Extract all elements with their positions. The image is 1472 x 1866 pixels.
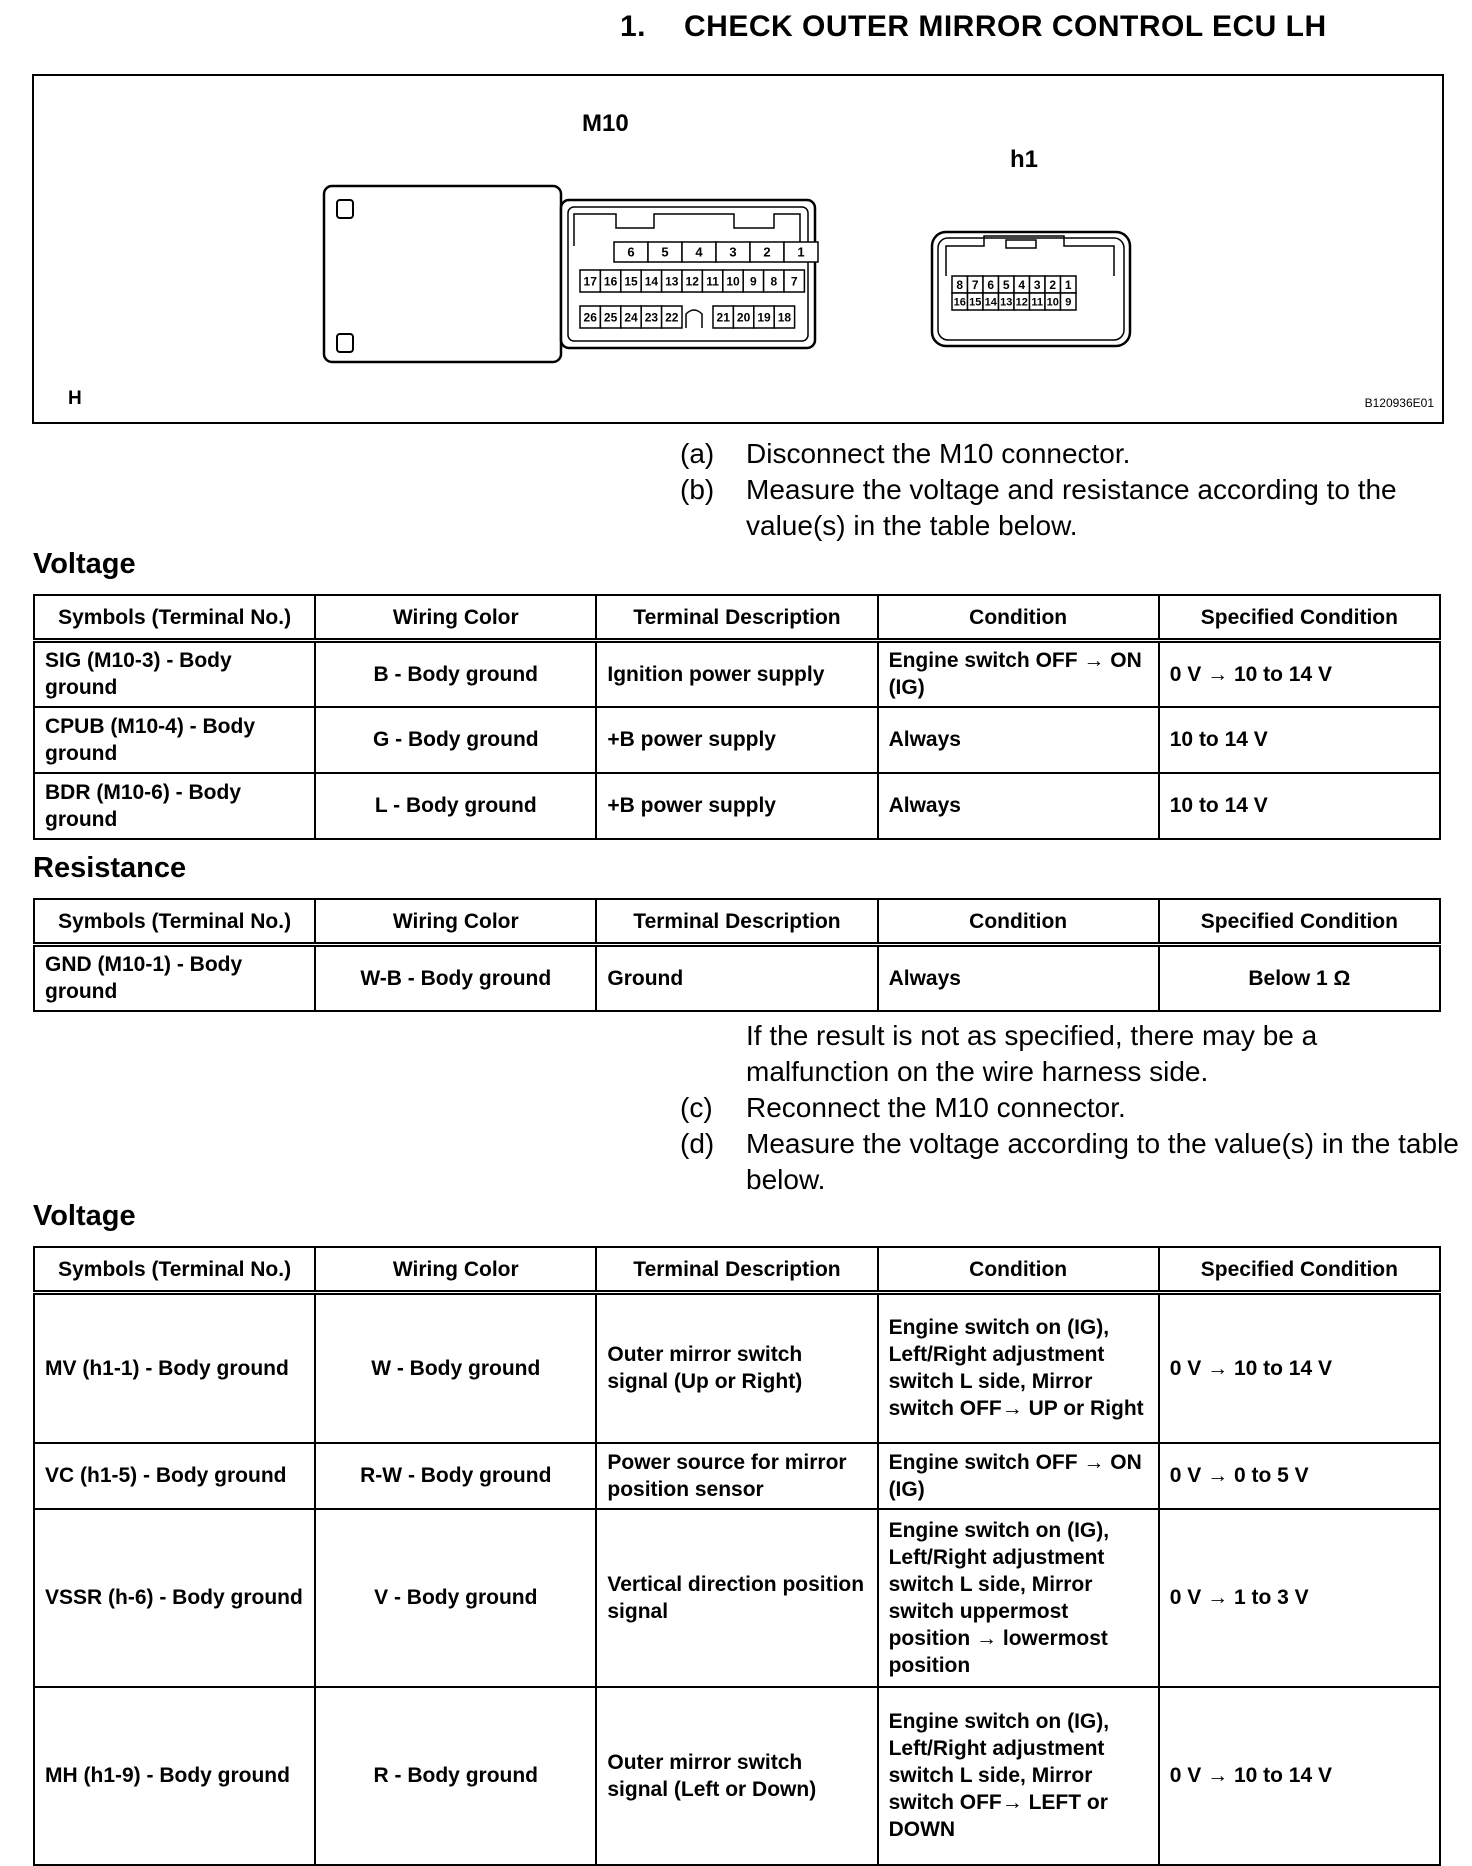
pin-number: 16 bbox=[603, 274, 618, 289]
header-condition: Condition bbox=[878, 1247, 1159, 1293]
cell-condition: Engine switch OFF → ON (IG) bbox=[878, 641, 1159, 707]
resistance-table bbox=[33, 898, 1441, 1012]
cell-specified-condition: 10 to 14 V bbox=[1159, 773, 1440, 839]
section-title-voltage-1: Voltage bbox=[33, 548, 136, 580]
cell-wiring-color: W-B - Body ground bbox=[315, 945, 596, 1011]
pin-number: 7 bbox=[790, 274, 798, 289]
cell-condition: Always bbox=[878, 773, 1159, 839]
table-header-row bbox=[34, 595, 1440, 641]
cell-symbols: CPUB (M10-4) - Body ground bbox=[34, 707, 315, 773]
cell-condition: Engine switch on (IG), Left/Right adjustment switch L side, Mirror switch OFF→ LEFT or DOWN bbox=[878, 1687, 1159, 1865]
pin-number: 21 bbox=[716, 310, 730, 325]
pin-number: 14 bbox=[984, 296, 997, 309]
pin-number: 3 bbox=[1033, 277, 1041, 292]
table-header-row bbox=[34, 899, 1440, 945]
cell-symbols: VC (h1-5) - Body ground bbox=[34, 1443, 315, 1509]
header-terminal-description: Terminal Description bbox=[596, 595, 877, 641]
header-symbols: Symbols (Terminal No.) bbox=[34, 899, 315, 945]
pin-number: 10 bbox=[726, 274, 740, 289]
pin-number: 13 bbox=[665, 274, 679, 289]
cell-specified-condition: 0 V → 10 to 14 V bbox=[1159, 1293, 1440, 1443]
cell-terminal-description: Ground bbox=[596, 945, 877, 1011]
cell-symbols: BDR (M10-6) - Body ground bbox=[34, 773, 315, 839]
step-letter: (a) bbox=[680, 438, 715, 469]
result-note bbox=[680, 1018, 1466, 1090]
pin-number: 16 bbox=[953, 296, 966, 309]
figure-id: B120936E01 bbox=[1364, 396, 1434, 410]
pin-number: 10 bbox=[1046, 296, 1059, 309]
table-row bbox=[34, 1293, 1440, 1443]
cell-condition: Always bbox=[878, 945, 1159, 1011]
header-condition: Condition bbox=[878, 899, 1159, 945]
cell-terminal-description: Outer mirror switch signal (Left or Down) bbox=[596, 1687, 877, 1865]
pin-number: 13 bbox=[1000, 296, 1013, 309]
cell-terminal-description: Vertical direction position signal bbox=[596, 1509, 877, 1687]
steps-group-2 bbox=[680, 1018, 1466, 1198]
table-body bbox=[34, 1293, 1440, 1865]
cell-specified-condition: Below 1 Ω bbox=[1159, 945, 1440, 1011]
step-text: Reconnect the M10 connector. bbox=[746, 1092, 1126, 1123]
h1-label: h1 bbox=[1010, 146, 1039, 173]
header-condition: Condition bbox=[878, 595, 1159, 641]
pin-number: 12 bbox=[685, 274, 699, 289]
pin-number: 5 bbox=[661, 244, 669, 260]
cell-terminal-description: Power source for mirror position sensor bbox=[596, 1443, 877, 1509]
cell-wiring-color: R - Body ground bbox=[315, 1687, 596, 1865]
pin-number: 8 bbox=[770, 274, 778, 289]
header-specified-condition: Specified Condition bbox=[1159, 1247, 1440, 1293]
step-letter: (b) bbox=[680, 474, 715, 505]
cell-symbols: MH (h1-9) - Body ground bbox=[34, 1687, 315, 1865]
header-terminal-description: Terminal Description bbox=[596, 899, 877, 945]
cell-condition: Engine switch on (IG), Left/Right adjustment switch L side, Mirror switch uppermost position → lowermost position bbox=[878, 1509, 1159, 1687]
step-d bbox=[680, 1126, 1466, 1198]
cell-wiring-color: B - Body ground bbox=[315, 641, 596, 707]
pin-number: 19 bbox=[757, 310, 771, 325]
pin-number: 12 bbox=[1015, 296, 1028, 309]
header-specified-condition: Specified Condition bbox=[1159, 595, 1440, 641]
m10-ecu-body bbox=[324, 186, 561, 362]
table-row bbox=[34, 945, 1440, 1011]
pin-number: 6 bbox=[987, 277, 995, 292]
pin-number: 2 bbox=[1049, 277, 1057, 292]
pin-number: 17 bbox=[583, 274, 597, 289]
pin-number: 15 bbox=[624, 274, 638, 289]
table-row bbox=[34, 773, 1440, 839]
step-text: Measure the voltage according to the value(s) in the table below. bbox=[746, 1128, 1459, 1195]
step-b bbox=[680, 472, 1466, 544]
title-text: CHECK OUTER MIRROR CONTROL ECU LH bbox=[684, 10, 1327, 43]
page-title bbox=[620, 10, 1327, 44]
pin-number: 9 bbox=[1065, 296, 1072, 309]
connector-figure bbox=[32, 74, 1444, 424]
pin-number: 3 bbox=[729, 244, 737, 260]
cell-wiring-color: W - Body ground bbox=[315, 1293, 596, 1443]
voltage-table-1 bbox=[33, 594, 1441, 840]
cell-wiring-color: L - Body ground bbox=[315, 773, 596, 839]
pin-number: 5 bbox=[1002, 277, 1010, 292]
header-symbols: Symbols (Terminal No.) bbox=[34, 1247, 315, 1293]
cell-condition: Engine switch on (IG), Left/Right adjustment switch L side, Mirror switch OFF→ UP or Right bbox=[878, 1293, 1159, 1443]
view-label: H bbox=[68, 388, 82, 409]
cell-specified-condition: 0 V → 10 to 14 V bbox=[1159, 1687, 1440, 1865]
pin-number: 8 bbox=[956, 277, 964, 292]
pin-number: 14 bbox=[644, 274, 659, 289]
header-specified-condition: Specified Condition bbox=[1159, 899, 1440, 945]
voltage-table-2 bbox=[33, 1246, 1441, 1866]
table-header-row bbox=[34, 1247, 1440, 1293]
pin-number: 15 bbox=[969, 296, 982, 309]
table-body bbox=[34, 945, 1440, 1011]
header-terminal-description: Terminal Description bbox=[596, 1247, 877, 1293]
table-row bbox=[34, 1509, 1440, 1687]
pin-number: 6 bbox=[627, 244, 635, 260]
cell-specified-condition: 10 to 14 V bbox=[1159, 707, 1440, 773]
pin-number: 2 bbox=[763, 244, 771, 260]
pin-number: 26 bbox=[583, 310, 597, 325]
pin-number: 25 bbox=[603, 310, 618, 325]
table-row bbox=[34, 707, 1440, 773]
pin-number: 11 bbox=[706, 274, 719, 289]
pin-number: 4 bbox=[695, 244, 703, 260]
table-row bbox=[34, 641, 1440, 707]
pin-number: 18 bbox=[777, 310, 792, 325]
h1-pin-grid bbox=[952, 276, 1076, 310]
cell-wiring-color: V - Body ground bbox=[315, 1509, 596, 1687]
cell-symbols: MV (h1-1) - Body ground bbox=[34, 1293, 315, 1443]
cell-terminal-description: Ignition power supply bbox=[596, 641, 877, 707]
header-wiring-color: Wiring Color bbox=[315, 899, 596, 945]
cell-symbols: GND (M10-1) - Body ground bbox=[34, 945, 315, 1011]
pin-number: 24 bbox=[624, 310, 638, 325]
cell-wiring-color: R-W - Body ground bbox=[315, 1443, 596, 1509]
header-wiring-color: Wiring Color bbox=[315, 1247, 596, 1293]
step-text: Disconnect the M10 connector. bbox=[746, 438, 1131, 469]
cell-symbols: SIG (M10-3) - Body ground bbox=[34, 641, 315, 707]
table-row bbox=[34, 1687, 1440, 1865]
cell-terminal-description: +B power supply bbox=[596, 773, 877, 839]
cell-terminal-description: Outer mirror switch signal (Up or Right) bbox=[596, 1293, 877, 1443]
pin-number: 23 bbox=[644, 310, 659, 325]
pin-number: 1 bbox=[797, 244, 805, 260]
cell-terminal-description: +B power supply bbox=[596, 707, 877, 773]
pin-number: 20 bbox=[736, 310, 751, 325]
m10-label: M10 bbox=[582, 110, 629, 137]
step-a bbox=[680, 436, 1466, 472]
section-title-voltage-2: Voltage bbox=[33, 1200, 136, 1232]
step-letter: (d) bbox=[680, 1128, 715, 1159]
step-text: Measure the voltage and resistance according to the value(s) in the table below. bbox=[746, 474, 1397, 541]
pin-number: 22 bbox=[665, 310, 679, 325]
step-letter: (c) bbox=[680, 1092, 713, 1123]
title-number: 1. bbox=[620, 10, 647, 43]
header-wiring-color: Wiring Color bbox=[315, 595, 596, 641]
pin-number: 11 bbox=[1031, 296, 1044, 309]
section-title-resistance: Resistance bbox=[33, 852, 187, 884]
cell-condition: Engine switch OFF → ON (IG) bbox=[878, 1443, 1159, 1509]
result-note-text: If the result is not as specified, there may be a malfunction on the wire harness side. bbox=[746, 1020, 1318, 1087]
pin-number: 9 bbox=[750, 274, 757, 289]
cell-condition: Always bbox=[878, 707, 1159, 773]
steps-group-1 bbox=[680, 436, 1466, 544]
cell-symbols: VSSR (h-6) - Body ground bbox=[34, 1509, 315, 1687]
cell-specified-condition: 0 V → 10 to 14 V bbox=[1159, 641, 1440, 707]
cell-specified-condition: 0 V → 1 to 3 V bbox=[1159, 1509, 1440, 1687]
table-body bbox=[34, 641, 1440, 839]
table-row bbox=[34, 1443, 1440, 1509]
step-c bbox=[680, 1090, 1466, 1126]
connector-diagram bbox=[34, 76, 1442, 422]
pin-number: 7 bbox=[971, 277, 979, 292]
cell-specified-condition: 0 V → 0 to 5 V bbox=[1159, 1443, 1440, 1509]
cell-wiring-color: G - Body ground bbox=[315, 707, 596, 773]
pin-number: 4 bbox=[1018, 277, 1026, 292]
pin-number: 1 bbox=[1064, 277, 1072, 292]
header-symbols: Symbols (Terminal No.) bbox=[34, 595, 315, 641]
